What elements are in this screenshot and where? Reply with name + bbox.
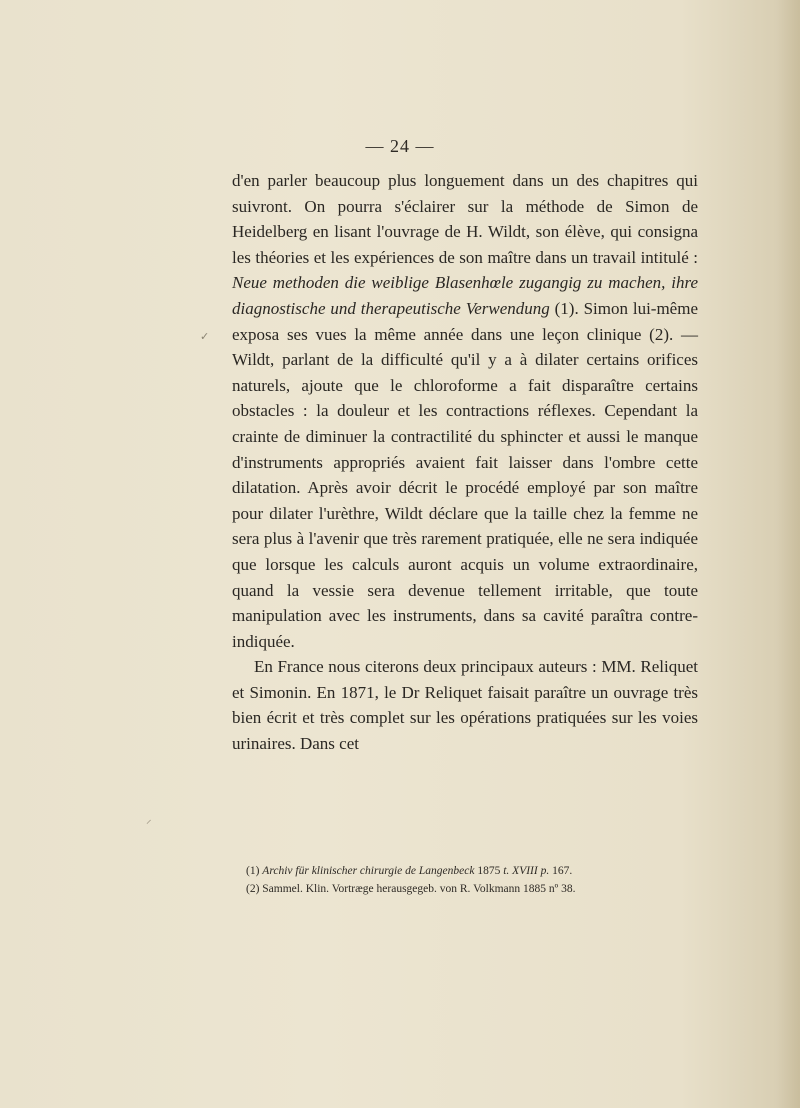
paragraph — [232, 654, 698, 756]
body-text — [232, 168, 698, 757]
margin-mark: ⸝ — [146, 814, 152, 826]
text-segment: (1). Simon lui-même exposa ses vues la même année dans une leçon clinique (2). — Wildt, parlant de la difficulté qu'il y a à dilater certains orifices naturels, ajoute que le chloroforme a fait disparaître certains obstacles : la douleur et les contractions réflexes. Cependant la crainte de diminuer la contractilité du sphincter et aussi le manque d'instruments appropriés avaient fait laisser dans l'ombre cette dilatation. Après avoir décrit le procédé employé par son maître pour dilater l'urèthre, Wildt déclare que la taille chez la femme ne sera plus à l'avenir que très rarement pratiquée, elle ne sera indiquée que lorsque les calculs auront acquis un volume extraordinaire, quand la vessie sera devenue tellement irritable, que toute manipulation avec les instruments, dans sa cavité paraîtra contre-indiquée. — [232, 298, 698, 651]
footnote-2 — [246, 880, 706, 898]
footnote-page: 167. — [549, 865, 573, 877]
footnote-marker: (1) — [246, 865, 263, 877]
footnote-source: Archiv für klinischer chirurgie de Langenbeck — [262, 865, 475, 877]
text-segment: d'en parler beaucoup plus longuement dans un des chapitres qui suivront. On pourra s'éclairer sur la méthode de Simon de Heidelberg en lisant l'ouvrage de H. Wildt, son élève, qui consigna les théories et les expériences de son maître dans un travail intitulé : — [232, 171, 698, 267]
footnotes — [246, 862, 706, 898]
footnote-text: (2) Sammel. Klin. Vortræge herausgegeb. von R. Volkmann 1885 nº 38. — [246, 883, 576, 895]
footnote-1 — [246, 862, 706, 880]
margin-mark: ✓ — [200, 331, 210, 343]
book-title: Neue methoden die weiblige Blasenhœle zugangig zu machen, ihre diagnostische und therapeutische Verwendung — [232, 273, 698, 318]
footnote-volume: t. XVIII p. — [503, 865, 550, 877]
paragraph — [232, 168, 698, 654]
footnote-year: 1875 — [474, 865, 504, 877]
page-number: — 24 — — [365, 136, 435, 156]
text-segment: En France nous citerons deux principaux auteurs : MM. Reliquet et Simonin. En 1871, le Dr Reliquet faisait paraître un ouvrage très bien écrit et très complet sur les opérations pratiquées sur les voies urinaires. Dans cet — [232, 657, 698, 754]
